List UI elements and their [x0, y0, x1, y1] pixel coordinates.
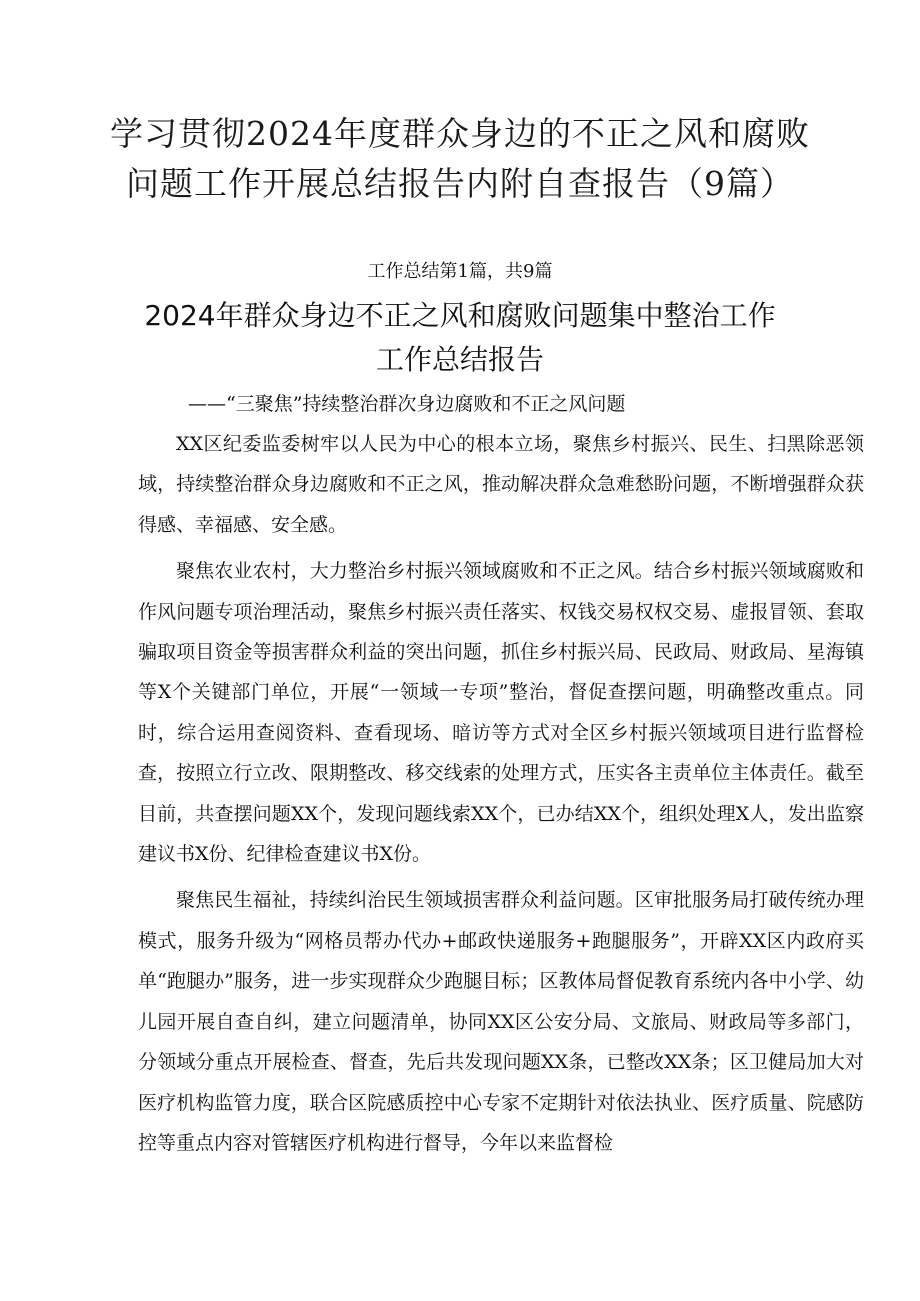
- report-subtitle: ——“三聚焦”持续整治群次身边腐败和不正之风问题: [188, 393, 626, 415]
- document-title-line-2: 问题工作开展总结报告内附自查报告（9篇）: [126, 164, 794, 203]
- paragraph-1: XX区纪委监委树牢以人民为中心的根本立场，聚焦乡村振兴、民生、扫黑除恶领域，持续整治群众身边腐败和不正之风，推动解决群众急难愁盼问题，不断增强群众获得感、幸福感、安全感。: [138, 433, 864, 536]
- series-label: 工作总结第1篇，共9篇: [367, 261, 553, 282]
- document-title-line-1: 学习贯彻2024年度群众身边的不正之风和腐败: [110, 114, 810, 153]
- paragraph-2: 聚焦农业农村，大力整治乡村振兴领域腐败和不正之风。结合乡村振兴领域腐败和作风问题专项治理活动，聚焦乡村振兴责任落实、权钱交易权权交易、虚报冒领、套取骗取项目资金等损害群众利益的突出问题，抓住乡村振兴局、民政局、财政局、星海镇等X个关键部门单位，开展“一领域一专项”整治，督促查摆问题，明确整改重点。同时，综合运用查阅资料、查看现场、暗访等方式对全区乡村振兴领域项目进行监督检查，按照立行立改、限期整改、移交线索的处理方式，压实各主责单位主体责任。截至目前，共查摆问题XX个，发现问题线索XX个，已办结XX个，组织处理X人，发出监察建议书X份、纪律检查建议书X份。: [138, 560, 864, 866]
- report-title: [60, 294, 860, 382]
- report-title-line-1: 2024年群众身边不正之风和腐败问题集中整治工作: [144, 299, 776, 332]
- report-title-line-2: 工作总结报告: [375, 343, 544, 376]
- paragraph-3: 聚焦民生福祉，持续纠治民生领域损害群众利益问题。区审批服务局打破传统办理模式，服务升级为“网格员帮办代办+邮政快递服务+跑腿服务”，开辟XX区内政府买单“跑腿办”服务，进一步实现群众少跑腿目标；区教体局督促教育系统内各中小学、幼儿园开展自查自纠，建立问题清单，协同XX区公安分局、文旅局、财政局等多部门，分领域分重点开展检查、督查，先后共发现问题XX条，已整改XX条；区卫健局加大对医疗机构监管力度，联合区院感质控中心专家不定期针对依法执业、医疗质量、院感防控等重点内容对管辖医疗机构进行督导，今年以来监督检: [138, 889, 864, 1154]
- document-title: [60, 109, 860, 209]
- body-text: [138, 424, 864, 1163]
